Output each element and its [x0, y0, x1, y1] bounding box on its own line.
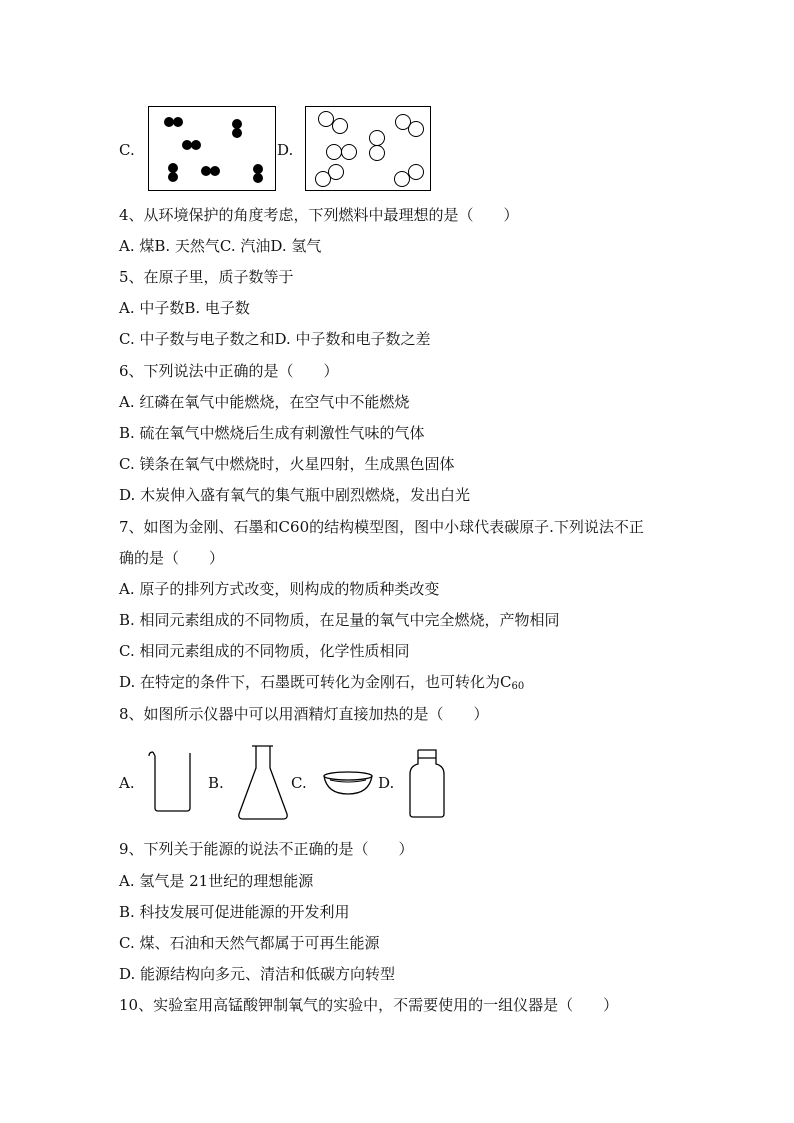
q8-label-d: D.	[378, 774, 395, 792]
conical-flask-icon	[236, 744, 290, 822]
q6-option-d: D. 木炭伸入盛有氧气的集气瓶中剧烈燃烧，发出白光	[119, 486, 471, 504]
q7-stem-line1: 7、如图为金刚、石墨和C60的结构模型图，图中小球代表碳原子.下列说法不正	[119, 518, 644, 536]
q6-stem: 6、下列说法中正确的是（ ）	[119, 362, 339, 380]
q9-option-b: B. 科技发展可促进能源的开发利用	[119, 903, 350, 921]
q4-options: A. 煤B. 天然气C. 汽油D. 氢气	[119, 237, 322, 255]
q7-option-c: C. 相同元素组成的不同物质，化学性质相同	[119, 642, 410, 660]
q7-option-d-text: D. 在特定的条件下，石墨既可转化为金刚石，也可转化为C	[119, 673, 512, 691]
q5-options-2: C. 中子数与电子数之和D. 中子数和电子数之差	[119, 330, 431, 348]
q7-option-a: A. 原子的排列方式改变，则构成的物质种类改变	[119, 580, 440, 598]
evaporating-dish-icon	[322, 770, 374, 798]
q8-stem: 8、如图所示仪器中可以用酒精灯直接加热的是（ ）	[119, 705, 489, 723]
figure-c-label: C.	[119, 141, 135, 159]
particle-box-c	[148, 106, 276, 192]
q8-label-c: C.	[291, 774, 307, 792]
q5-stem: 5、在原子里，质子数等于	[119, 268, 294, 286]
q7-stem-line2: 确的是（ ）	[119, 549, 225, 567]
beaker-icon	[146, 750, 194, 814]
q9-option-c: C. 煤、石油和天然气都属于可再生能源	[119, 934, 380, 952]
q6-option-a: A. 红磷在氧气中能燃烧，在空气中不能燃烧	[119, 393, 410, 411]
q8-label-b: B.	[208, 774, 224, 792]
q7-option-d	[119, 672, 524, 697]
q7-option-b: B. 相同元素组成的不同物质，在足量的氧气中完全燃烧，产物相同	[119, 611, 560, 629]
q6-option-c: C. 镁条在氧气中燃烧时，火星四射，生成黑色固体	[119, 455, 455, 473]
reagent-bottle-icon	[406, 748, 448, 820]
q9-stem: 9、下列关于能源的说法不正确的是（ ）	[119, 840, 414, 858]
q6-option-b: B. 硫在氧气中燃烧后生成有刺激性气味的气体	[119, 424, 425, 442]
q4-stem: 4、从环境保护的角度考虑，下列燃料中最理想的是（ ）	[119, 206, 519, 224]
q5-options-1: A. 中子数B. 电子数	[119, 299, 250, 317]
q8-label-a: A.	[119, 774, 135, 792]
particle-box-d	[305, 106, 431, 192]
c60-subscript: 60	[511, 681, 525, 692]
q10-stem: 10、实验室用高锰酸钾制氧气的实验中，不需要使用的一组仪器是（ ）	[119, 996, 619, 1014]
q9-option-a: A. 氢气是 21世纪的理想能源	[119, 872, 314, 890]
q9-option-d: D. 能源结构向多元、清洁和低碳方向转型	[119, 965, 396, 983]
figure-d-label: D.	[277, 141, 294, 159]
